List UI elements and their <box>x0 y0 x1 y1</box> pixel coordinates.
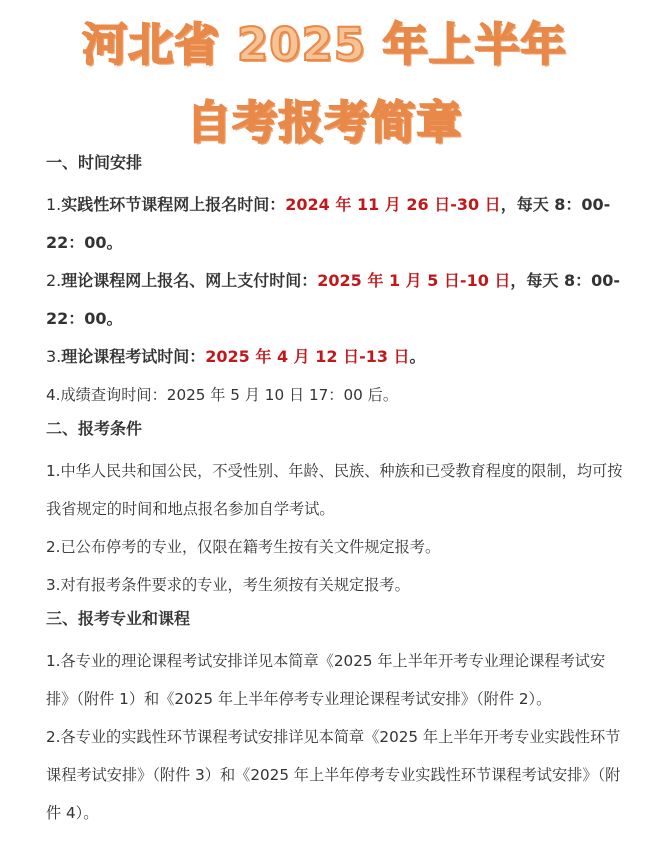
item-number: 2. <box>46 271 62 290</box>
highlighted-date: 2024 年 11 月 26 日-30 日 <box>285 195 501 214</box>
document-body <box>46 148 626 832</box>
document-title-line-2: 自考报考简章 <box>186 96 463 149</box>
item-label: 实践性环节课程网上报名时间： <box>61 195 286 214</box>
item-number: 1. <box>46 195 62 214</box>
section-heading-schedule: 一、时间安排 <box>46 153 143 172</box>
item-suffix: ，每天 8：00-22：00。 <box>46 271 621 328</box>
highlighted-date: 2025 年 1 月 5 日-10 日 <box>317 271 511 290</box>
item-suffix: ，每天 8：00-22：00。 <box>46 195 611 252</box>
item-suffix: 。 <box>409 347 426 366</box>
schedule-item-practice-registration <box>46 186 626 262</box>
majors-item-practice-courses: 2.各专业的实践性环节课程考试安排详见本简章《2025 年上半年开考专业实践性环节课程考试安排》（附件 3）和《2025 年上半年停考专业实践性环节课程考试安排》（附件 4）。 <box>46 728 621 822</box>
document-title-line-1: 河北省 2025 年上半年 <box>82 18 567 71</box>
item-label: 理论课程网上报名、网上支付时间： <box>61 271 318 290</box>
eligibility-item-requirements: 3.对有报考条件要求的专业，考生须按有关规定报考。 <box>46 576 410 594</box>
section-heading-eligibility: 二、报考条件 <box>46 419 143 438</box>
eligibility-item-discontinued-majors: 2.已公布停考的专业，仅限在籍考生按有关文件规定报考。 <box>46 538 441 556</box>
item-label: 理论课程考试时间： <box>61 347 206 366</box>
highlighted-date: 2025 年 4 月 12 日-13 日 <box>205 347 410 366</box>
schedule-item-score-query: 4.成绩查询时间：2025 年 5 月 10 日 17：00 后。 <box>46 386 399 404</box>
majors-item-theory-courses: 1.各专业的理论课程考试安排详见本简章《2025 年上半年开考专业理论课程考试安排》（附件 1）和《2025 年上半年停考专业理论课程考试安排》（附件 2）。 <box>46 652 606 708</box>
item-number: 3. <box>46 347 62 366</box>
schedule-item-theory-exam <box>46 338 626 376</box>
eligibility-item-citizenship: 1.中华人民共和国公民，不受性别、年龄、民族、种族和已受教育程度的限制，均可按我省规定的时间和地点报名参加自学考试。 <box>46 462 623 518</box>
section-heading-majors-courses: 三、报考专业和课程 <box>46 609 191 628</box>
schedule-item-theory-registration <box>46 262 626 338</box>
